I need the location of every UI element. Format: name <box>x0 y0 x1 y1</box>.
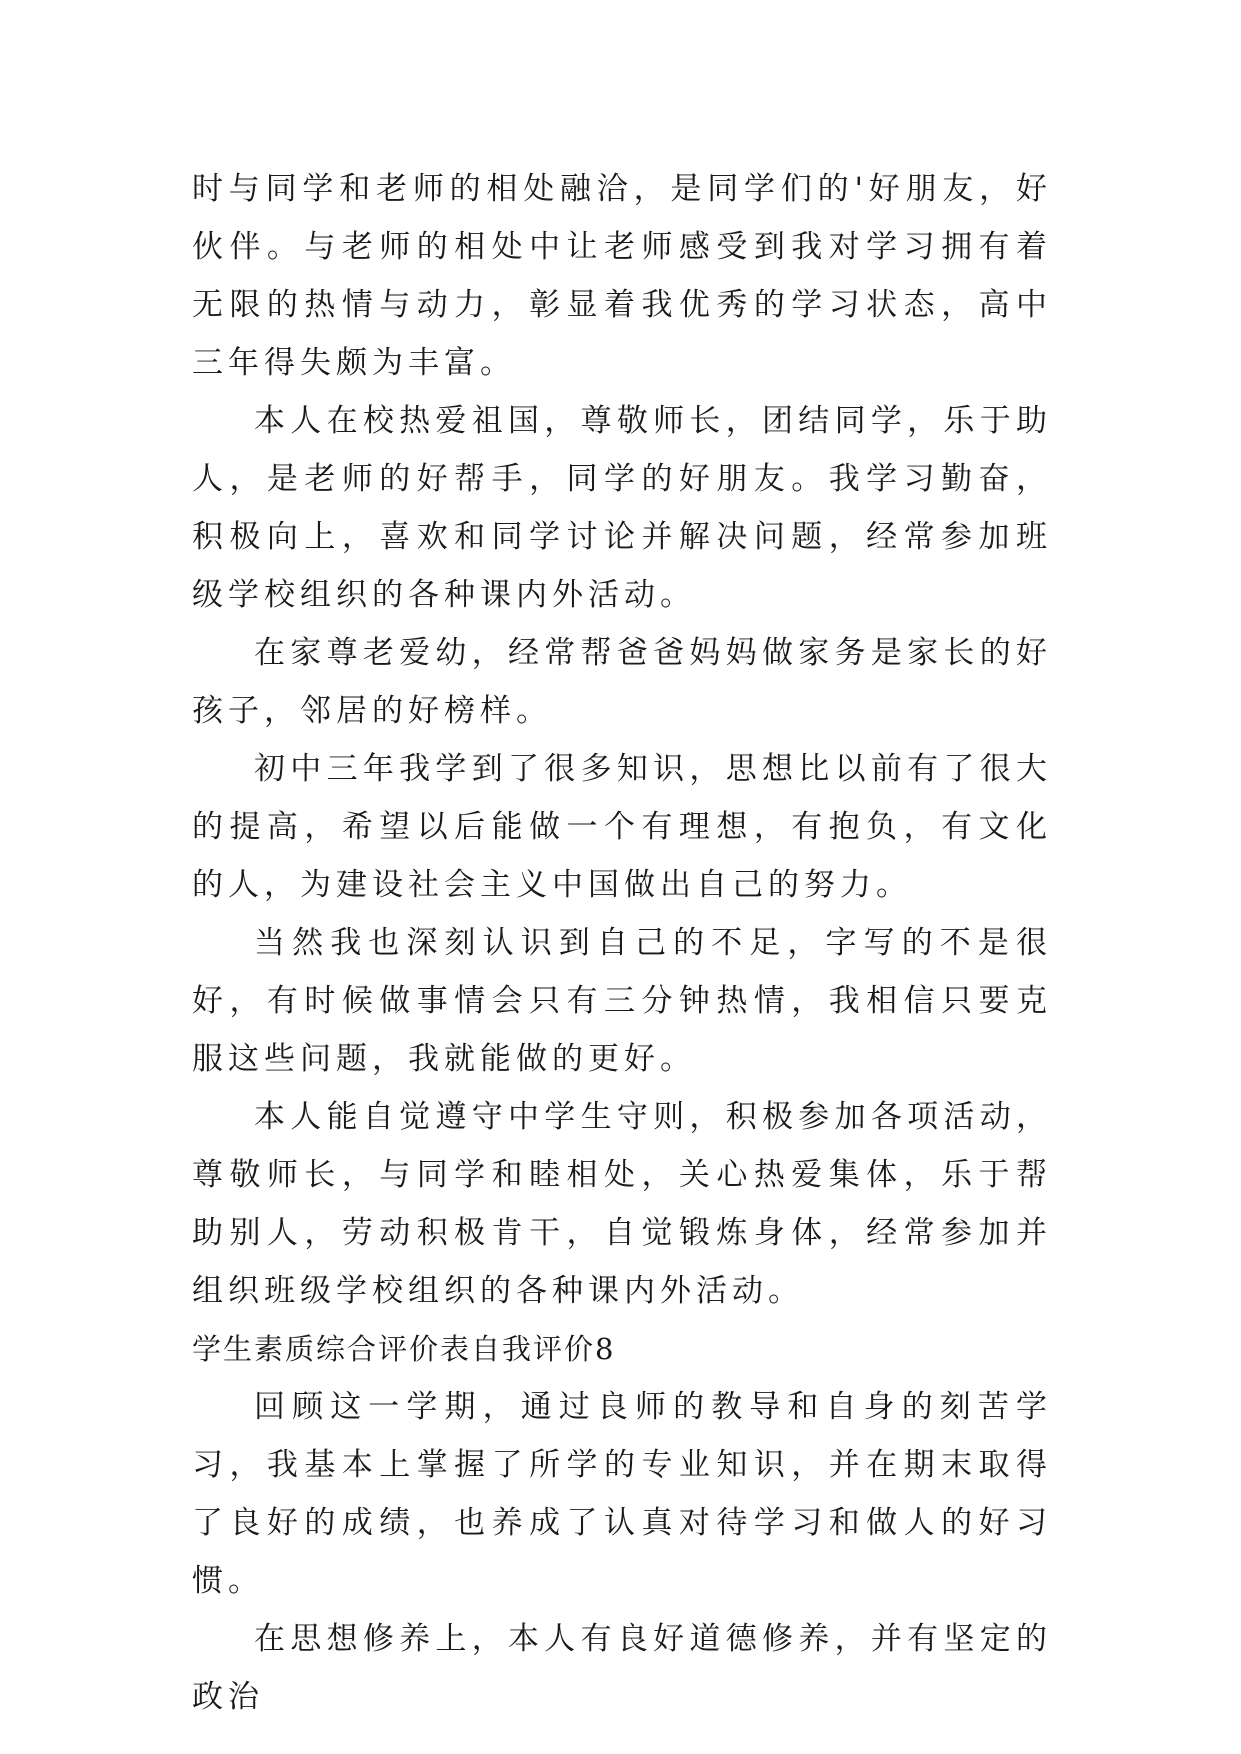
paragraph-1: 时与同学和老师的相处融洽，是同学们的'好朋友，好伙伴。与老师的相处中让老师感受到我对学习拥有着无限的热情与动力，彰显着我优秀的学习状态，高中三年得失颇为丰富。 <box>192 171 1052 381</box>
paragraph-2: 本人在校热爱祖国，尊敬师长，团结同学，乐于助人，是老师的好帮手，同学的好朋友。我学习勤奋，积极向上，喜欢和同学讨论并解决问题，经常参加班级学校组织的各种课内外活动。 <box>192 403 1052 613</box>
section-paragraph-1: 回顾这一学期，通过良师的教导和自身的刻苦学习，我基本上掌握了所学的专业知识，并在期末取得了良好的成绩，也养成了认真对待学习和做人的好习惯。 <box>192 1389 1052 1599</box>
paragraph-6: 本人能自觉遵守中学生守则，积极参加各项活动，尊敬师长，与同学和睦相处，关心热爱集体，乐于帮助别人，劳动积极肯干，自觉锻炼身体，经常参加并组织班级学校组织的各种课内外活动。 <box>192 1099 1052 1309</box>
document-body <box>192 160 1052 1726</box>
section-paragraph-2: 在思想修养上，本人有良好道德修养，并有坚定的政治 <box>192 1621 1052 1715</box>
paragraph-5: 当然我也深刻认识到自己的不足，字写的不是很好，有时候做事情会只有三分钟热情，我相信只要克服这些问题，我就能做的更好。 <box>192 925 1052 1077</box>
paragraph-3: 在家尊老爱幼，经常帮爸爸妈妈做家务是家长的好孩子，邻居的好榜样。 <box>192 635 1052 729</box>
paragraph-4: 初中三年我学到了很多知识，思想比以前有了很大的提高，希望以后能做一个有理想，有抱负，有文化的人，为建设社会主义中国做出自己的努力。 <box>192 751 1052 903</box>
section-heading: 学生素质综合评价表自我评价8 <box>192 1332 616 1366</box>
